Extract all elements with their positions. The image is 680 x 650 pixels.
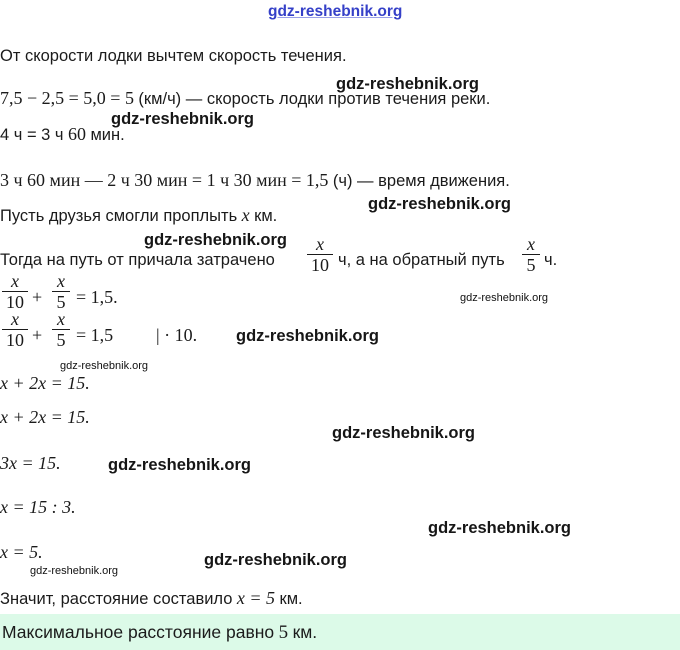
answer-line xyxy=(2,622,317,644)
conclusion-text: Значит, расстояние составило xyxy=(0,590,233,608)
time-hours: 4 ч = 3 ч xyxy=(0,126,64,144)
equation-5: 3x = 15. xyxy=(0,453,61,473)
fraction-numerator: x xyxy=(11,271,19,291)
equation-6: x = 15 : 3. xyxy=(0,497,76,517)
watermark: gdz-reshebnik.org xyxy=(428,519,572,537)
fraction-denominator: 10 xyxy=(311,255,329,275)
eq2-multiplier: | · 10. xyxy=(156,325,198,345)
text-line-5 xyxy=(0,205,277,226)
equation-3: x + 2x = 15. xyxy=(0,373,90,393)
watermark-small: gdz-reshebnik.org xyxy=(60,360,149,372)
speed-equation: 7,5 − 2,5 = 5,0 = 5 xyxy=(0,88,134,108)
watermark-small: gdz-reshebnik.org xyxy=(30,565,119,577)
conclusion-equation: x = 5 xyxy=(236,588,276,608)
text-line-6b: ч, а на обратный путь xyxy=(338,251,505,269)
answer-box xyxy=(0,614,680,650)
answer-text: Максимальное расстояние равно xyxy=(2,622,275,642)
text-line-2 xyxy=(0,88,490,109)
watermark: gdz-reshebnik.org xyxy=(108,456,252,474)
text-line-3 xyxy=(0,124,125,145)
fraction-denominator: 10 xyxy=(6,330,24,350)
fraction-denominator: 10 xyxy=(6,292,24,312)
fraction-numerator: x xyxy=(316,234,324,254)
watermark: gdz-reshebnik.org xyxy=(204,551,348,569)
speed-caption: (км/ч) — скорость лодки против течения реки. xyxy=(138,90,491,108)
unit-km: км. xyxy=(254,207,278,225)
let-text: Пусть друзья смогли проплыть xyxy=(0,207,238,225)
watermark: gdz-reshebnik.org xyxy=(144,231,288,249)
fraction-x-over-5 xyxy=(522,235,540,276)
watermark: gdz-reshebnik.org xyxy=(111,110,255,128)
time-minutes-unit: мин. xyxy=(90,126,125,144)
variable-x: x xyxy=(241,205,250,225)
answer-unit: км. xyxy=(292,622,318,642)
fraction-numerator: x xyxy=(57,271,65,291)
equation-4: x + 2x = 15. xyxy=(0,407,90,427)
fraction-denominator: 5 xyxy=(526,255,536,275)
fraction-denominator: 5 xyxy=(56,330,66,350)
eq2-rhs: = 1,5 xyxy=(76,325,114,345)
watermark-small: gdz-reshebnik.org xyxy=(460,292,549,304)
watermark: gdz-reshebnik.org xyxy=(236,327,380,345)
watermark: gdz-reshebnik.org xyxy=(368,195,512,213)
eq2-plus: + xyxy=(32,325,43,345)
time-minutes-value: 60 xyxy=(67,124,86,144)
text-line-1: От скорости лодки вычтем скорость течения. xyxy=(0,47,347,65)
fraction-numerator: x xyxy=(57,309,65,329)
eq1-fraction-x-over-5 xyxy=(52,272,70,313)
eq2-fraction-x-over-5 xyxy=(52,310,70,351)
text-line-4 xyxy=(0,170,510,191)
eq2-fraction-x-over-10 xyxy=(2,310,28,351)
fraction-numerator: x xyxy=(11,309,19,329)
fraction-numerator: x xyxy=(527,234,535,254)
watermark: gdz-reshebnik.org xyxy=(336,75,480,93)
time-caption: (ч) — время движения. xyxy=(332,172,510,190)
eq1-fraction-x-over-10 xyxy=(2,272,28,313)
time-equation: 3 ч 60 мин — 2 ч 30 мин = 1 ч 30 мин = 1,5 xyxy=(0,170,329,190)
watermark-top[interactable]: gdz-reshebnik.org xyxy=(268,3,403,20)
conclusion-unit: км. xyxy=(279,590,303,608)
answer-value: 5 xyxy=(278,622,289,643)
eq1-plus: + xyxy=(32,287,43,307)
conclusion-line xyxy=(0,588,303,609)
text-line-6c: ч. xyxy=(544,251,558,269)
eq1-rhs: = 1,5. xyxy=(76,287,118,307)
watermark: gdz-reshebnik.org xyxy=(332,424,476,442)
fraction-denominator: 5 xyxy=(56,292,66,312)
text-line-6a: Тогда на путь от причала затрачено xyxy=(0,251,275,269)
equation-7: x = 5. xyxy=(0,542,43,562)
fraction-x-over-10 xyxy=(307,235,333,276)
